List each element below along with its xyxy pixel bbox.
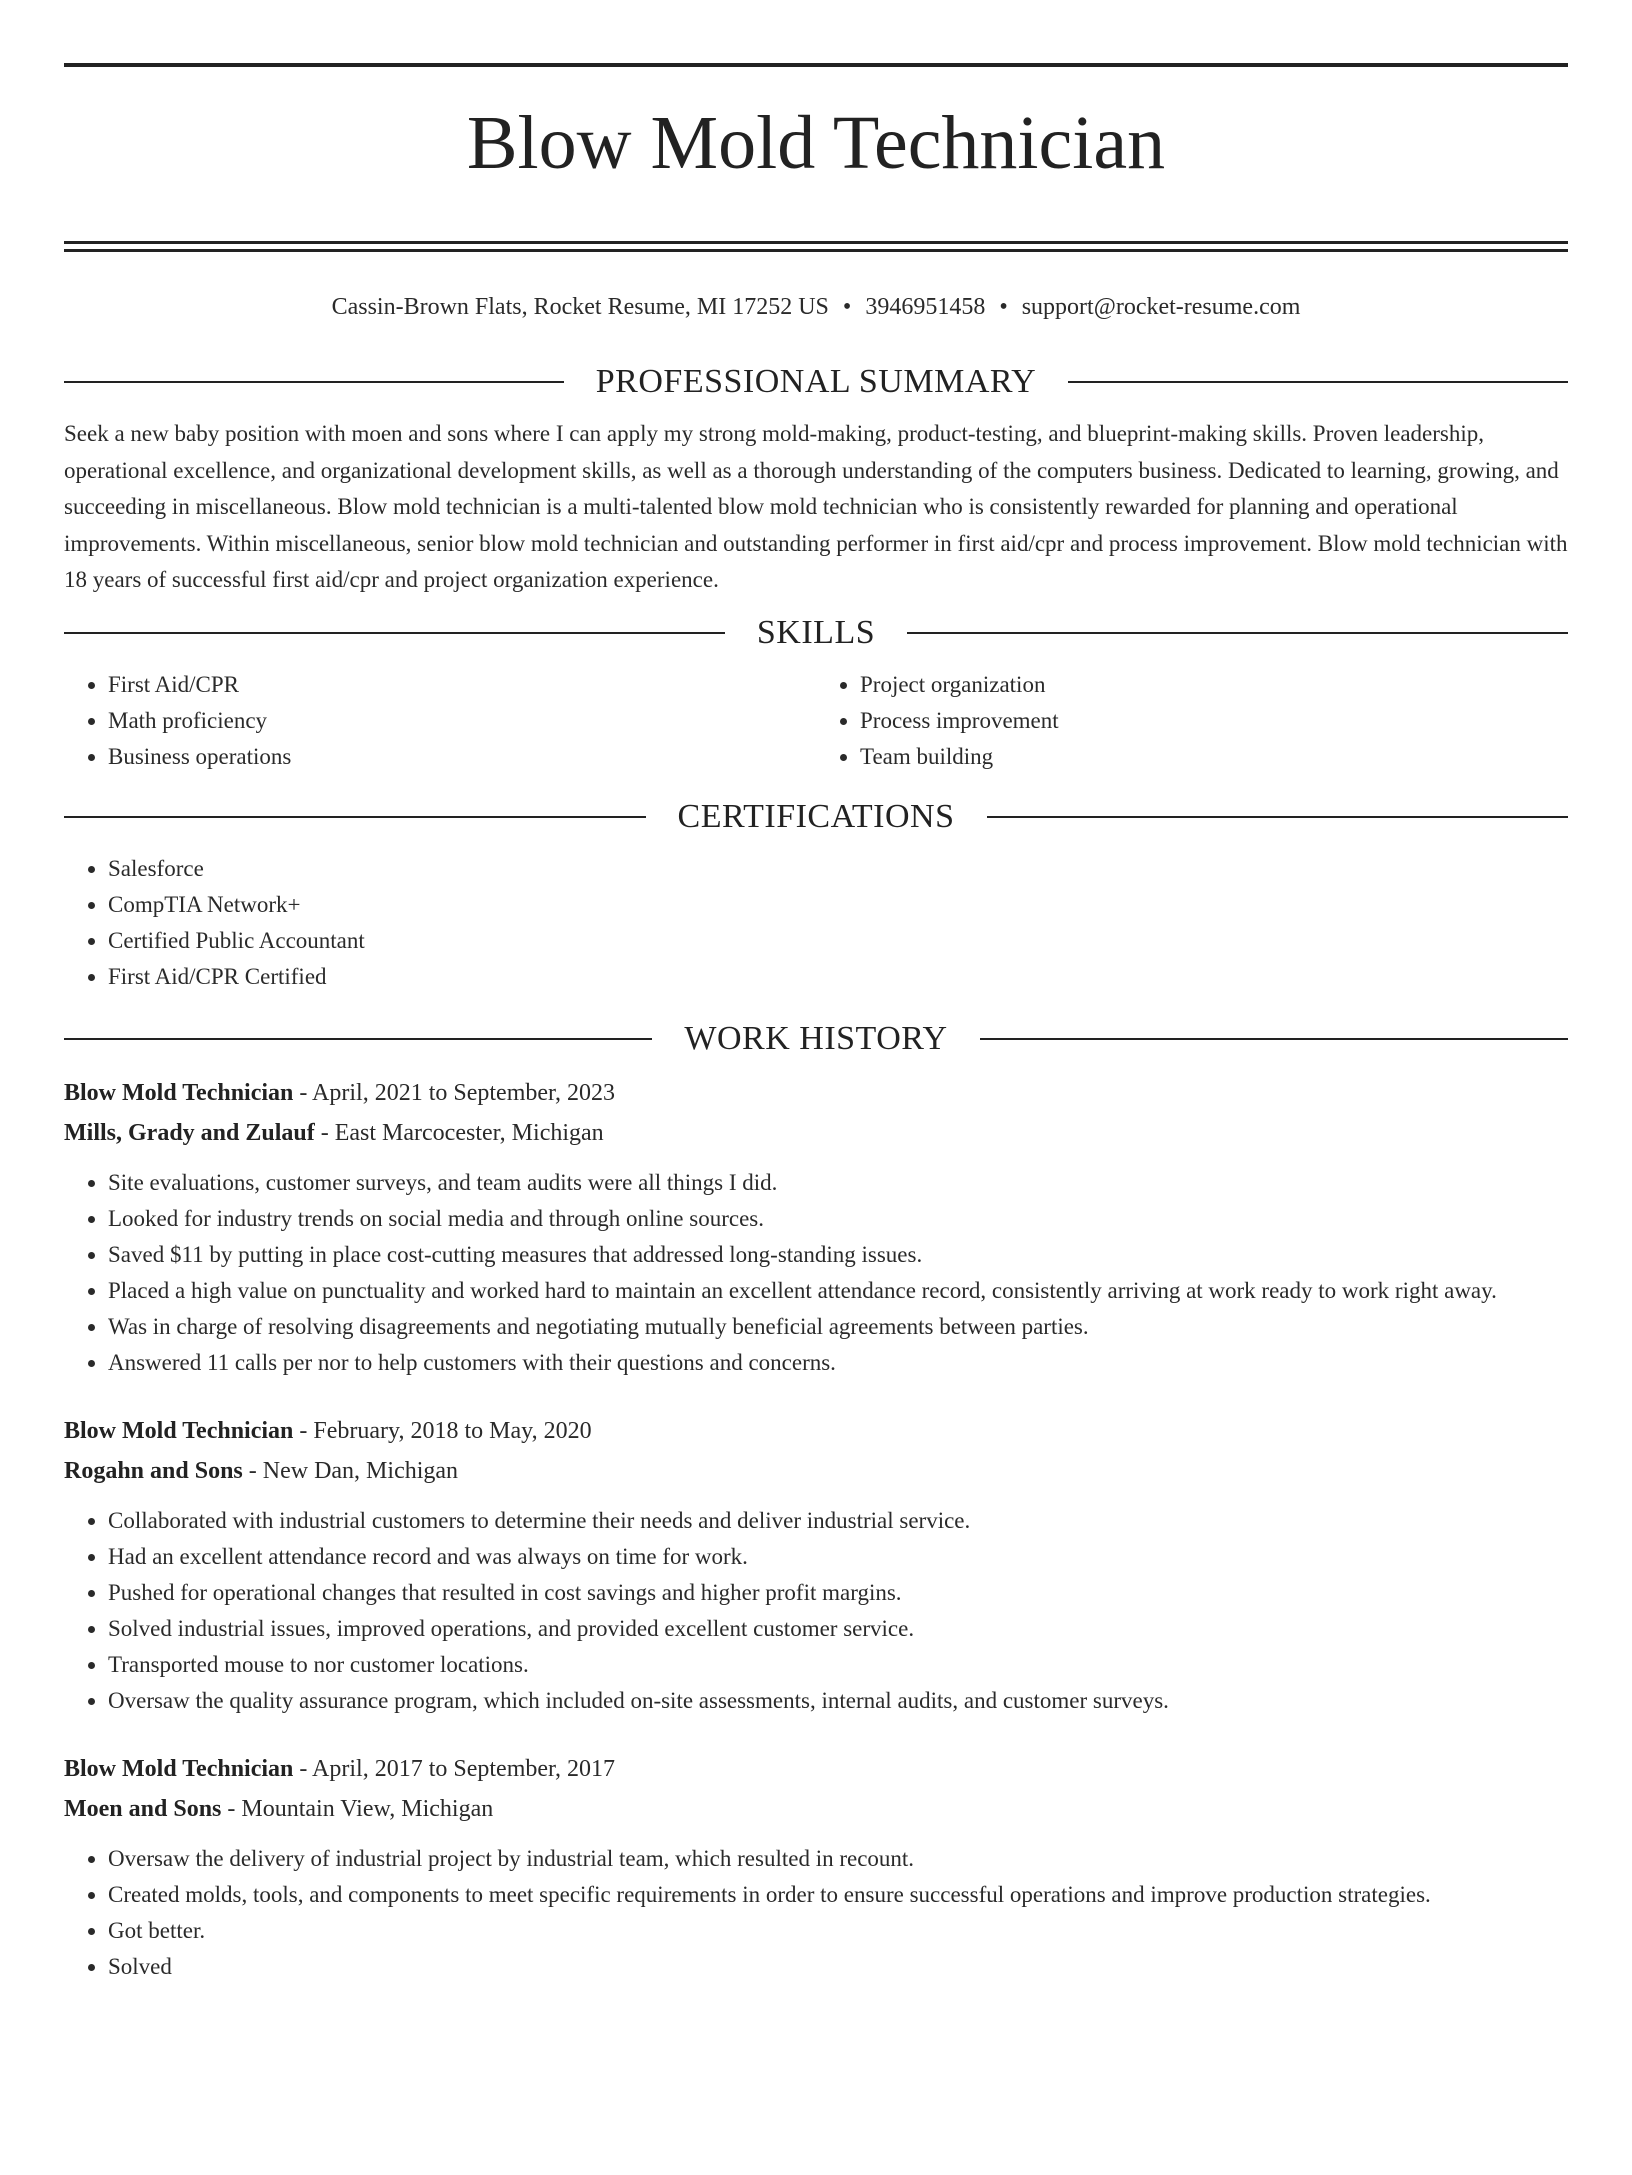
job-company-line bbox=[64, 1451, 1568, 1491]
skills-grid bbox=[64, 667, 1568, 775]
job-entry bbox=[64, 1411, 1568, 1719]
job-company-line bbox=[64, 1113, 1568, 1153]
skills-section-heading bbox=[64, 611, 1568, 655]
job-bullet: • Answered 11 calls per nor to help customers with their questions and concerns. bbox=[108, 1345, 1568, 1381]
job-bullet: • Oversaw the delivery of industrial project by industrial team, which resulted in recount. bbox=[108, 1841, 1568, 1877]
contact-email: support@rocket-resume.com bbox=[1021, 294, 1301, 320]
job-bullet: • Solved industrial issues, improved operations, and provided excellent customer service. bbox=[108, 1611, 1568, 1647]
skill-item: • Math proficiency bbox=[108, 703, 816, 739]
work-heading-label: WORK HISTORY bbox=[684, 1019, 948, 1057]
summary-section-heading bbox=[64, 360, 1568, 404]
job-location: - Mountain View, Michigan bbox=[221, 1795, 494, 1822]
job-bullet: • Solved bbox=[108, 1949, 1568, 1985]
job-dates: - April, 2021 to September, 2023 bbox=[293, 1079, 616, 1106]
job-bullet: • Placed a high value on punctuality and worked hard to maintain an excellent attendance record, consistently arriving at work ready to work right away. bbox=[108, 1273, 1568, 1309]
certifications-heading-label: CERTIFICATIONS bbox=[677, 797, 955, 835]
job-bullet: • Pushed for operational changes that resulted in cost savings and higher profit margins. bbox=[108, 1575, 1568, 1611]
divider-line bbox=[64, 1038, 652, 1040]
job-company: Rogahn and Sons bbox=[64, 1457, 243, 1484]
skills-list-left bbox=[64, 667, 816, 775]
job-bullet: • Created molds, tools, and components to meet specific requirements in order to ensure successful operations and improve production strategies. bbox=[108, 1877, 1568, 1913]
job-title-line bbox=[64, 1073, 1568, 1113]
job-bullet: • Saved $11 by putting in place cost-cutting measures that addressed long-standing issues. bbox=[108, 1237, 1568, 1273]
resume-name: Blow Mold Technician bbox=[466, 101, 1166, 185]
certification-item: • First Aid/CPR Certified bbox=[108, 959, 1568, 995]
job-bullets bbox=[64, 1841, 1568, 1985]
skills-list-right bbox=[816, 667, 1568, 775]
job-entry bbox=[64, 1073, 1568, 1381]
job-location: - East Marcocester, Michigan bbox=[314, 1119, 604, 1146]
job-title: Blow Mold Technician bbox=[64, 1755, 294, 1782]
job-company: Moen and Sons bbox=[64, 1795, 222, 1822]
contact-separator: • bbox=[842, 294, 852, 320]
job-dates: - February, 2018 to May, 2020 bbox=[293, 1417, 592, 1444]
job-bullet: • Looked for industry trends on social media and through online sources. bbox=[108, 1201, 1568, 1237]
job-bullet: • Had an excellent attendance record and was always on time for work. bbox=[108, 1539, 1568, 1575]
job-bullet: • Got better. bbox=[108, 1913, 1568, 1949]
divider-line bbox=[64, 381, 564, 383]
contact-separator: • bbox=[999, 294, 1008, 320]
divider-line bbox=[907, 632, 1568, 634]
skill-item: • First Aid/CPR bbox=[108, 667, 816, 703]
job-bullet: • Collaborated with industrial customers to determine their needs and deliver industrial service. bbox=[108, 1503, 1568, 1539]
skill-item: • Business operations bbox=[108, 739, 816, 775]
certification-item: • CompTIA Network+ bbox=[108, 887, 1568, 923]
resume-page bbox=[0, 63, 1632, 2175]
divider-line bbox=[64, 632, 725, 634]
job-entry bbox=[64, 1749, 1568, 1985]
job-title: Blow Mold Technician bbox=[64, 1079, 294, 1106]
skills-heading-label: SKILLS bbox=[756, 613, 876, 651]
skill-item: • Project organization bbox=[860, 667, 1568, 703]
header-bottom-double-rule bbox=[64, 241, 1568, 252]
job-company: Mills, Grady and Zulauf bbox=[64, 1119, 315, 1146]
job-company-line bbox=[64, 1789, 1568, 1829]
job-bullet: • Oversaw the quality assurance program, which included on-site assessments, internal audits, and customer surveys. bbox=[108, 1683, 1568, 1719]
divider-line bbox=[1068, 381, 1568, 383]
job-bullets bbox=[64, 1165, 1568, 1381]
job-location: - New Dan, Michigan bbox=[242, 1457, 459, 1484]
job-title-line bbox=[64, 1411, 1568, 1451]
divider-line bbox=[64, 816, 646, 818]
job-dates: - April, 2017 to September, 2017 bbox=[293, 1755, 616, 1782]
divider-line bbox=[980, 1038, 1568, 1040]
job-bullet: • Was in charge of resolving disagreements and negotiating mutually beneficial agreements between parties. bbox=[108, 1309, 1568, 1345]
summary-heading-label: PROFESSIONAL SUMMARY bbox=[595, 363, 1037, 400]
skill-item: • Process improvement bbox=[860, 703, 1568, 739]
contact-phone: 3946951458 bbox=[865, 294, 986, 320]
job-title-line bbox=[64, 1749, 1568, 1789]
summary-text: Seek a new baby position with moen and sons where I can apply my strong mold-making, product-testing, and blueprint-making skills. Proven leadership, operational excellence, and organizational development skills, as well as a thorough understanding of the computers business. Dedicated to learning, growing, and succeeding in miscellaneous. Blow mold technician is a multi-talented blow mold technician who is consistently rewarded for planning and operational improvements. Within miscellaneous, senior blow mold technician and outstanding performer in first aid/cpr and process improvement. Blow mold technician with 18 years of successful first aid/cpr and project organization experience. bbox=[64, 421, 1568, 592]
contact-address: Cassin-Brown Flats, Rocket Resume, MI 17252 US bbox=[331, 294, 829, 320]
job-bullet: • Transported mouse to nor customer locations. bbox=[108, 1647, 1568, 1683]
job-bullet: • Site evaluations, customer surveys, and team audits were all things I did. bbox=[108, 1165, 1568, 1201]
work-section-heading bbox=[64, 1017, 1568, 1061]
job-title: Blow Mold Technician bbox=[64, 1417, 294, 1444]
contact-line bbox=[64, 290, 1568, 324]
certifications-section-heading bbox=[64, 795, 1568, 839]
job-bullets bbox=[64, 1503, 1568, 1719]
certification-item: • Salesforce bbox=[108, 851, 1568, 887]
certifications-list bbox=[64, 851, 1568, 995]
certification-item: • Certified Public Accountant bbox=[108, 923, 1568, 959]
skill-item: • Team building bbox=[860, 739, 1568, 775]
divider-line bbox=[987, 816, 1569, 818]
header-top-rule bbox=[64, 63, 1568, 67]
